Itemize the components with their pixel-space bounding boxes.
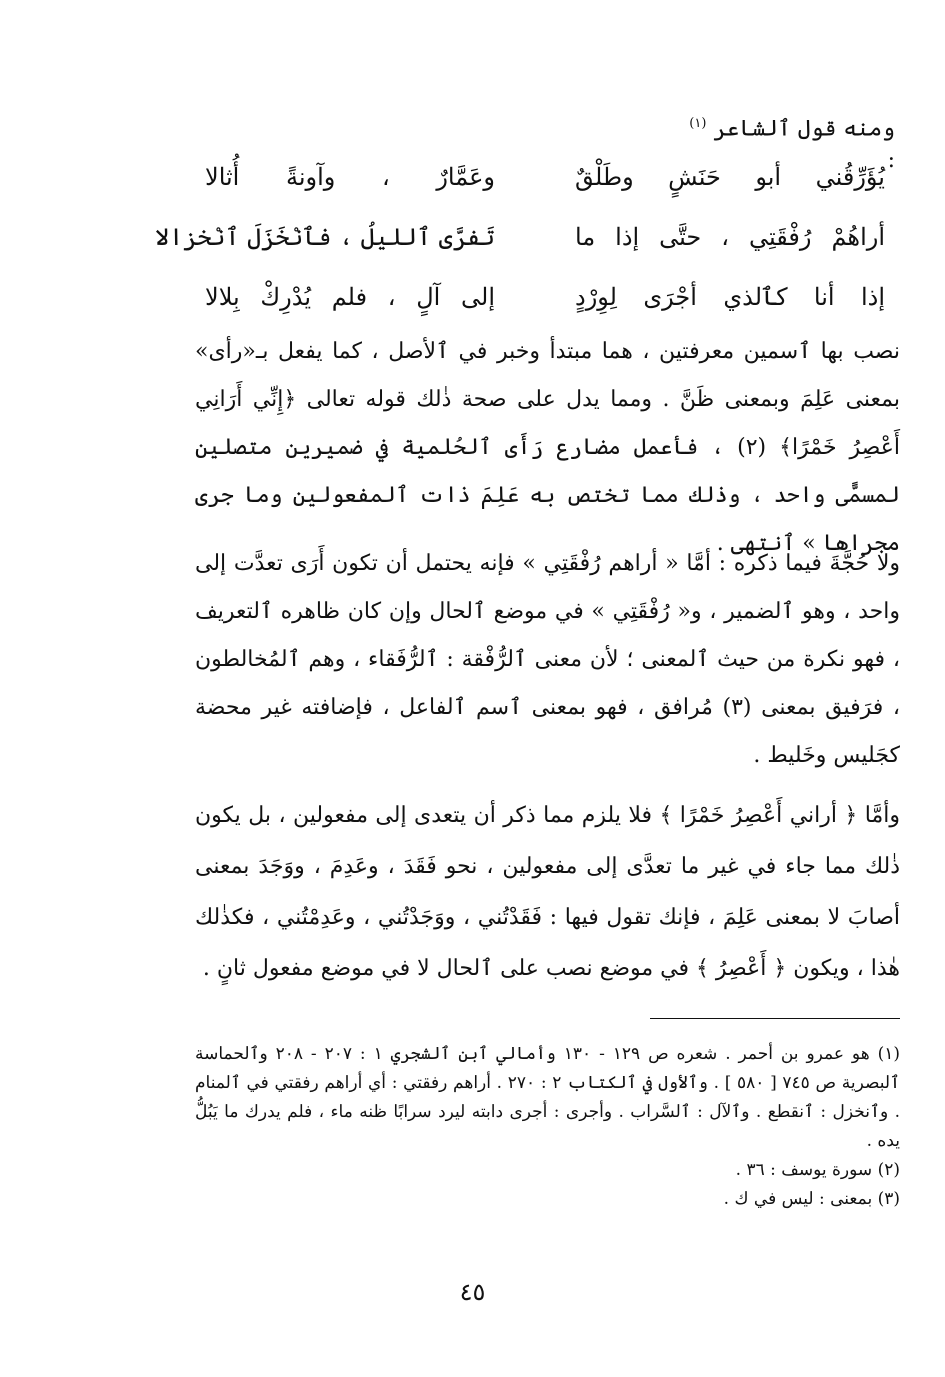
verse-first-hemistich: يُؤَرِّقُني أبو حَنَشٍ وطَلْقٌ xyxy=(575,163,885,191)
verse-first-hemistich: أراهُمْ رُفْقَتِي ، حتَّى إذا ما xyxy=(575,223,885,251)
paragraph-quote: نصب بها ٱسمين معرفتين ، هما مبتدأ وخبر في ٱلأصل ، كما يفعل بـ«رأى» بمعنى عَلِمَ وبمعنى ظَنَّ . ومما يدل على صحة ذٰلك قوله تعالى ﴿إِنِّي أَرَانِي أَعْصِرُ خَمْرًا﴾ (٢) ، فأعمل مضارع رَأَى ٱلحُلمية في ضميرين متصلين لمسمًّى واحد ، وذٰلك مما تختص به عَلِمَ ذات ٱلمفعولين وما جرى مجراها » ٱنتهى . xyxy=(195,339,900,556)
footnote-separator xyxy=(650,1018,900,1019)
intro-colon: : xyxy=(887,148,895,174)
footnote-ref-1: (١) xyxy=(689,116,707,131)
intro-text: ومنه قول ٱلشاعر xyxy=(713,116,895,142)
poem-verse xyxy=(155,212,885,262)
paragraph-conclusion: وأمَّا ﴿ أراني أَعْصِرُ خَمْرًا ﴾ فلا يلزم مما ذكر أن يتعدى إلى مفعولين ، بل يكون ذٰلك مما جاء في غير ما تعدَّى إلى مفعولين ، نحو فَقَدَ ، وعَدِمَ ، ووَجَدَ بمعنى أصابَ لا بمعنى عَلِمَ ، فإنك تقول فيها : فَقَدْتُني ، ووَجَدْتُني ، وعَدِمْتُني ، فكذٰلك هٰذا ، ويكون ﴿ أَعْصِرُ ﴾ في موضع نصب على ٱلحال لا في موضع مفعول ثانٍ . xyxy=(195,803,900,981)
footnote-2: (٢) سورة يوسف : ٣٦ . xyxy=(735,1160,900,1180)
footnote-1: (١) هو عمرو بن أحمر . شعره ص ١٢٩ - ١٣٠ وأمالي ٱبن ٱلشجري ١ : ٢٠٧ - ٢٠٨ وٱلحماسة ٱلبصرية ص ٧٤٥ [ ٥٨٠ ] . وٱلأول في ٱلكتاب ٢ : ٢٧٠ . أراهم رفقتي : أي أراهم رفقتي في ٱلمنام . وٱنخزل : ٱنقطع . وٱلآل : ٱلسَّراب . وأجرى : أجرى دابته ليرد سرابًا ظنه ماء ، فلم يدرك ما يَبُلُّ يده . xyxy=(195,1044,900,1151)
page-number: ٤٥ xyxy=(459,1278,486,1306)
footnotes xyxy=(195,1040,900,1214)
poem-verse xyxy=(205,152,885,202)
verse-second-hemistich: وعَمَّارٌ ، وآونةً أُثالا xyxy=(205,163,495,191)
verse-second-hemistich: إلى آلٍ ، فلم يُدْرِكْ بِلالا xyxy=(205,283,495,311)
verse-first-hemistich: إذا أنا كٱلذي أجْرَى لِوِرْدٍ xyxy=(575,283,885,311)
verse-second-hemistich: تَفرَّى ٱلليلُ ، فٱنْخَزَلَ ٱنْخزالا xyxy=(155,223,495,251)
paragraph-argument: ولا حُجَّةَ فيما ذكره : أمَّا « أراهم رُفْقَتِي » فإنه يحتمل أن تكون أَرَى تعدَّت إلى واحد ، وهو ٱلضمير ، و« رُفْقَتِي » في موضع ٱلحال وإن كان ظاهره ٱلتعريف ، فهو نكرة من حيث ٱلمعنى ؛ لأن معنى ٱلرُّفْقة : ٱلرُّفَقاء ، وهم ٱلمُخالطون ، فرَفيق بمعنى (٣) مُرافق ، فهو بمعنى ٱسم ٱلفاعل ، فإضافته غير محضة كجَليس وخَليط . xyxy=(195,551,900,768)
footnote-3: (٣) بمعنى : ليس في ك . xyxy=(723,1189,900,1209)
poem-verse xyxy=(205,272,885,322)
